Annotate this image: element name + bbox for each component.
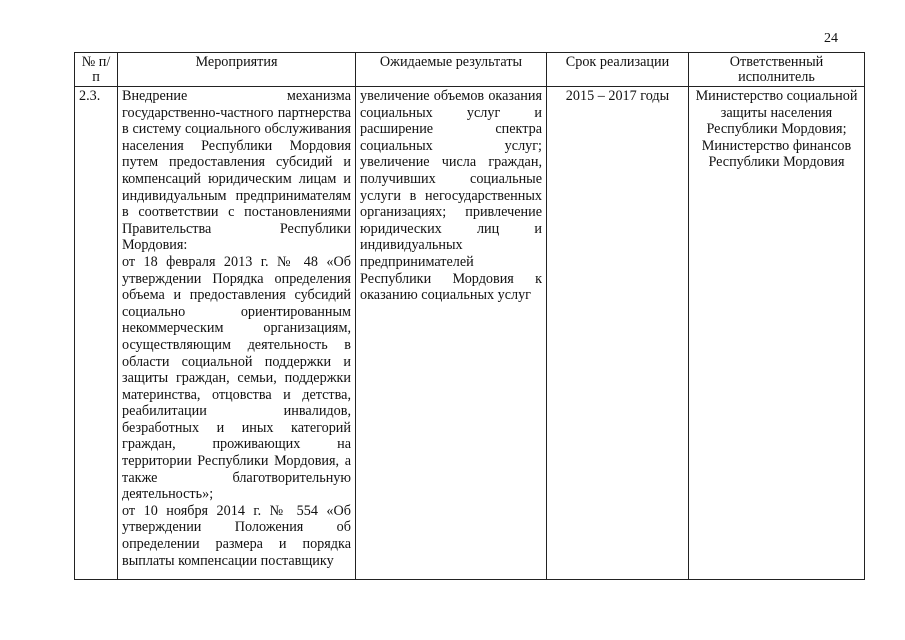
header-activities: Мероприятия: [118, 53, 356, 87]
results-cell: увеличение объемов оказания социальных услуг и расширение спектра социальных услуг; увеличение числа граждан, получивших социальные услуги в негосударственных организациях; привлечение юридических лиц и индивидуальных предпринимателей Республики Мордовия к оказанию социальных услуг: [356, 87, 547, 580]
activities-item-2: от 10 ноября 2014 г. № 554 «Об утверждении Положения об определении размера и порядка выплаты компенсации поставщику: [122, 502, 351, 569]
table-row: [75, 87, 865, 580]
executor-cell: Министерство социальной защиты населения Республики Мордовия; Министерство финансов Республики Мордовия: [689, 87, 865, 580]
term-cell: 2015 – 2017 годы: [547, 87, 689, 580]
header-term: Срок реализации: [547, 53, 689, 87]
header-results: Ожидаемые результаты: [356, 53, 547, 87]
row-number: 2.3.: [75, 87, 118, 580]
activities-cell: [118, 87, 356, 580]
page-number: 24: [824, 31, 838, 46]
activities-item-1: от 18 февраля 2013 г. № 48 «Об утверждении Порядка определения объема и предоставления субсидий социально ориентированным некоммерческим организациям, осуществляющим деятельность в области социальной поддержки и защиты граждан, семьи, поддержки материнства, отцовства и детства, реабилитации инвалидов, безработных и иных категорий граждан, проживающих на территории Республики Мордовия, а также благотворительную деятельность»;: [122, 253, 351, 503]
header-executor: Ответственный исполнитель: [689, 53, 865, 87]
activities-intro: Внедрение механизма государственно-частного партнерства в систему социального обслуживания населения Республики Мордовия путем предоставления субсидий и компенсаций юридическим лицам и индивидуальным предпринимателям в соответствии с постановлениями Правительства Республики Мордовия:: [122, 88, 351, 254]
header-num: № п/п: [75, 53, 118, 87]
table-header-row: [75, 53, 865, 87]
measures-table: [74, 52, 865, 580]
